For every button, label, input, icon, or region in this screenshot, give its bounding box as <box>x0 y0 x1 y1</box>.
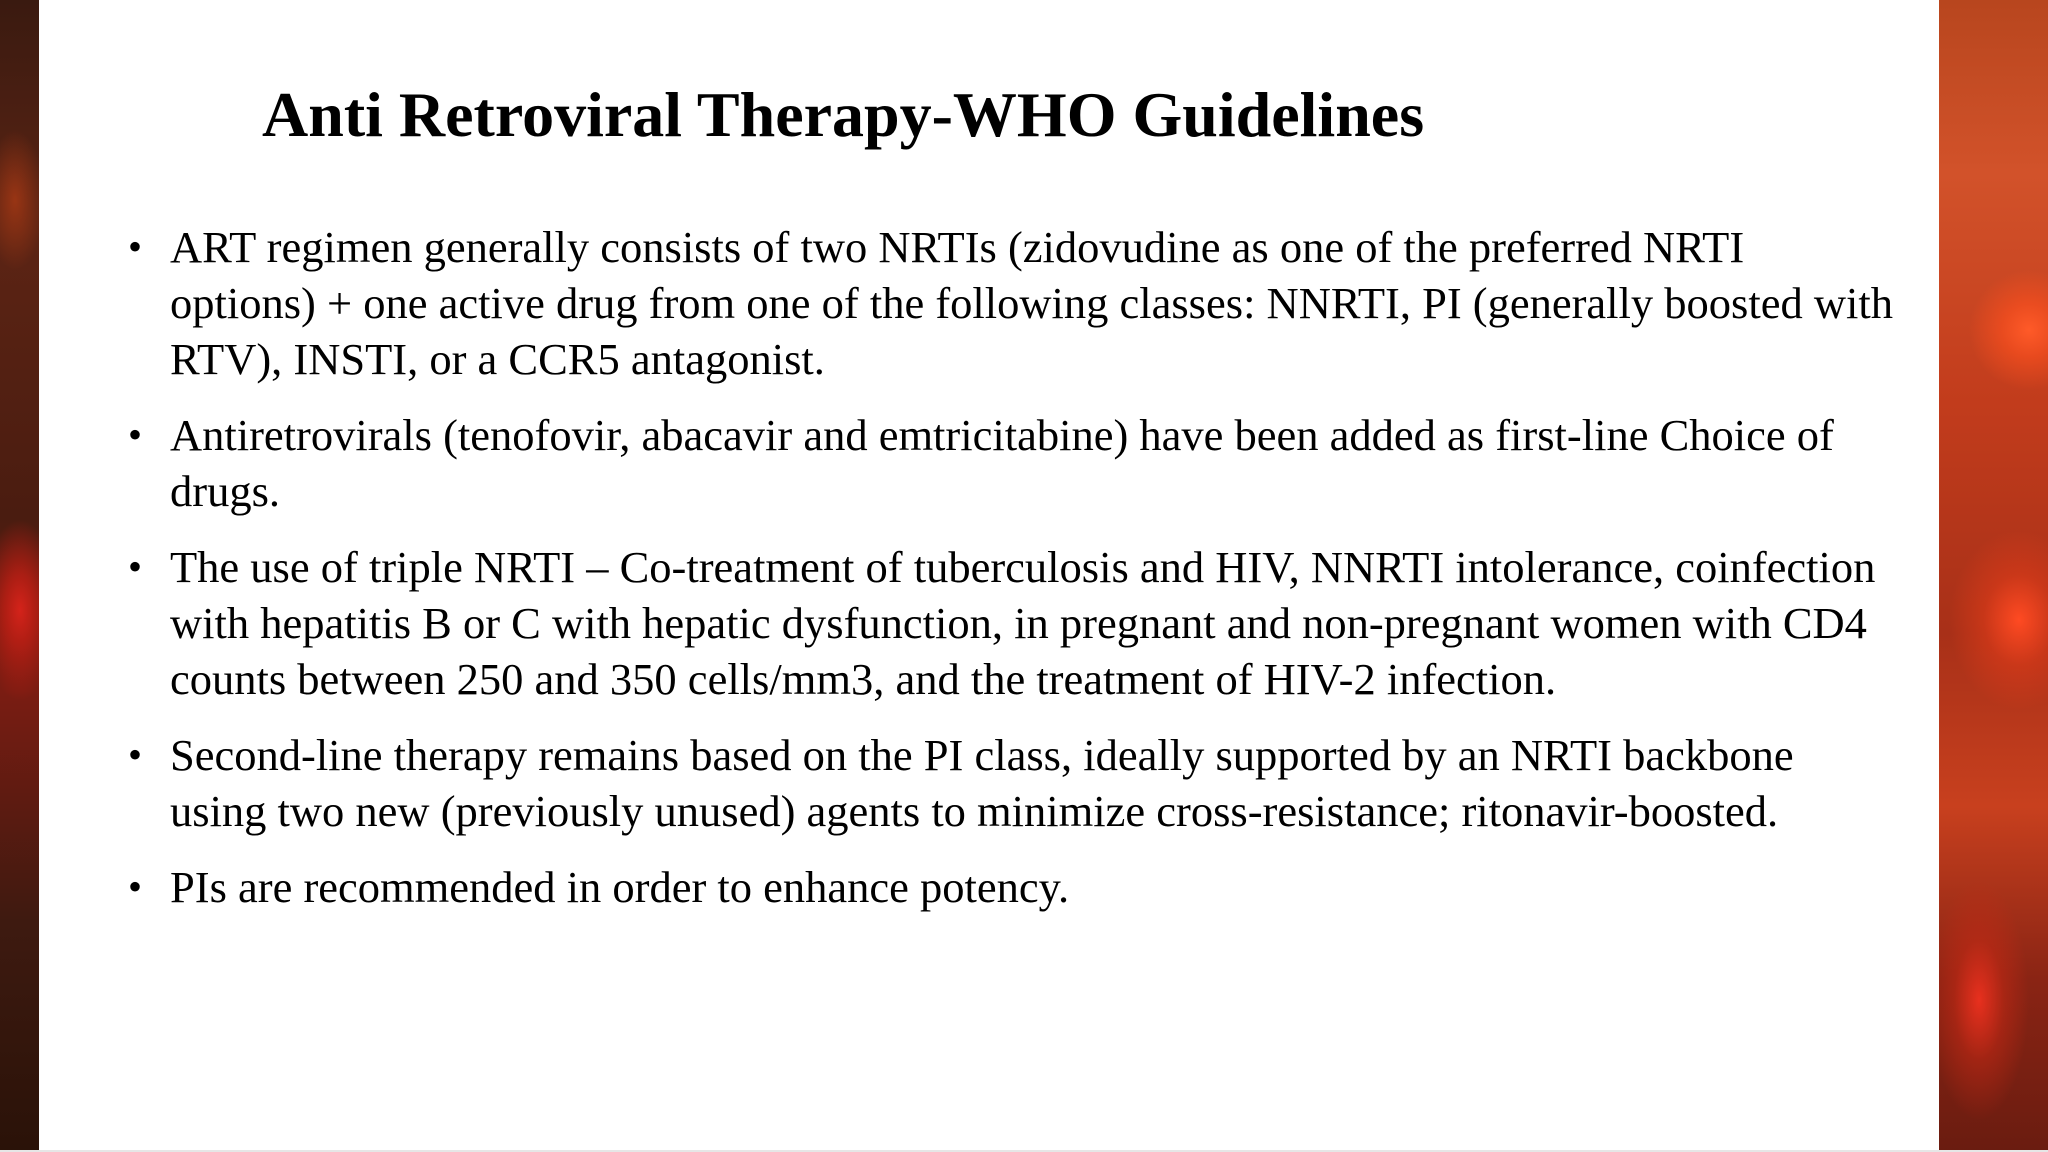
bullet-icon: • <box>128 544 143 589</box>
bullet-text: ART regimen generally consists of two NRTIs (zidovudine as one of the preferred NRTI options) + one active drug from one of the following classes: NNRTI, PI (generally boosted with RTV), INSTI, or a CCR5 antagonist. <box>170 222 1893 384</box>
bullet-text: The use of triple NRTI – Co-treatment of tuberculosis and HIV, NNRTI intolerance, coinfection with hepatitis B or C with hepatic dysfunction, in pregnant and non-pregnant women with CD4 counts between 250 and 350 cells/mm3, and the treatment of HIV-2 infection. <box>170 542 1876 704</box>
bullet-text: Antiretrovirals (tenofovir, abacavir and emtricitabine) have been added as first-line Choice of drugs. <box>170 410 1834 516</box>
right-decorative-edge <box>1939 0 2048 1152</box>
bullet-icon: • <box>128 732 143 777</box>
left-decorative-edge <box>0 0 39 1152</box>
bullet-list <box>124 219 1894 935</box>
bullet-text: PIs are recommended in order to enhance potency. <box>170 862 1070 912</box>
bullet-text: Second-line therapy remains based on the PI class, ideally supported by an NRTI backbone using two new (previously unused) agents to minimize cross-resistance; ritonavir-boosted. <box>170 730 1794 836</box>
bullet-item <box>124 539 1894 707</box>
bullet-item <box>124 859 1894 915</box>
bullet-item <box>124 407 1894 519</box>
bullet-item <box>124 727 1894 839</box>
slide-title: Anti Retroviral Therapy-WHO Guidelines <box>262 79 1425 150</box>
bullet-item <box>124 219 1894 387</box>
bullet-icon: • <box>128 864 143 909</box>
bullet-icon: • <box>128 224 143 269</box>
bullet-icon: • <box>128 412 143 457</box>
